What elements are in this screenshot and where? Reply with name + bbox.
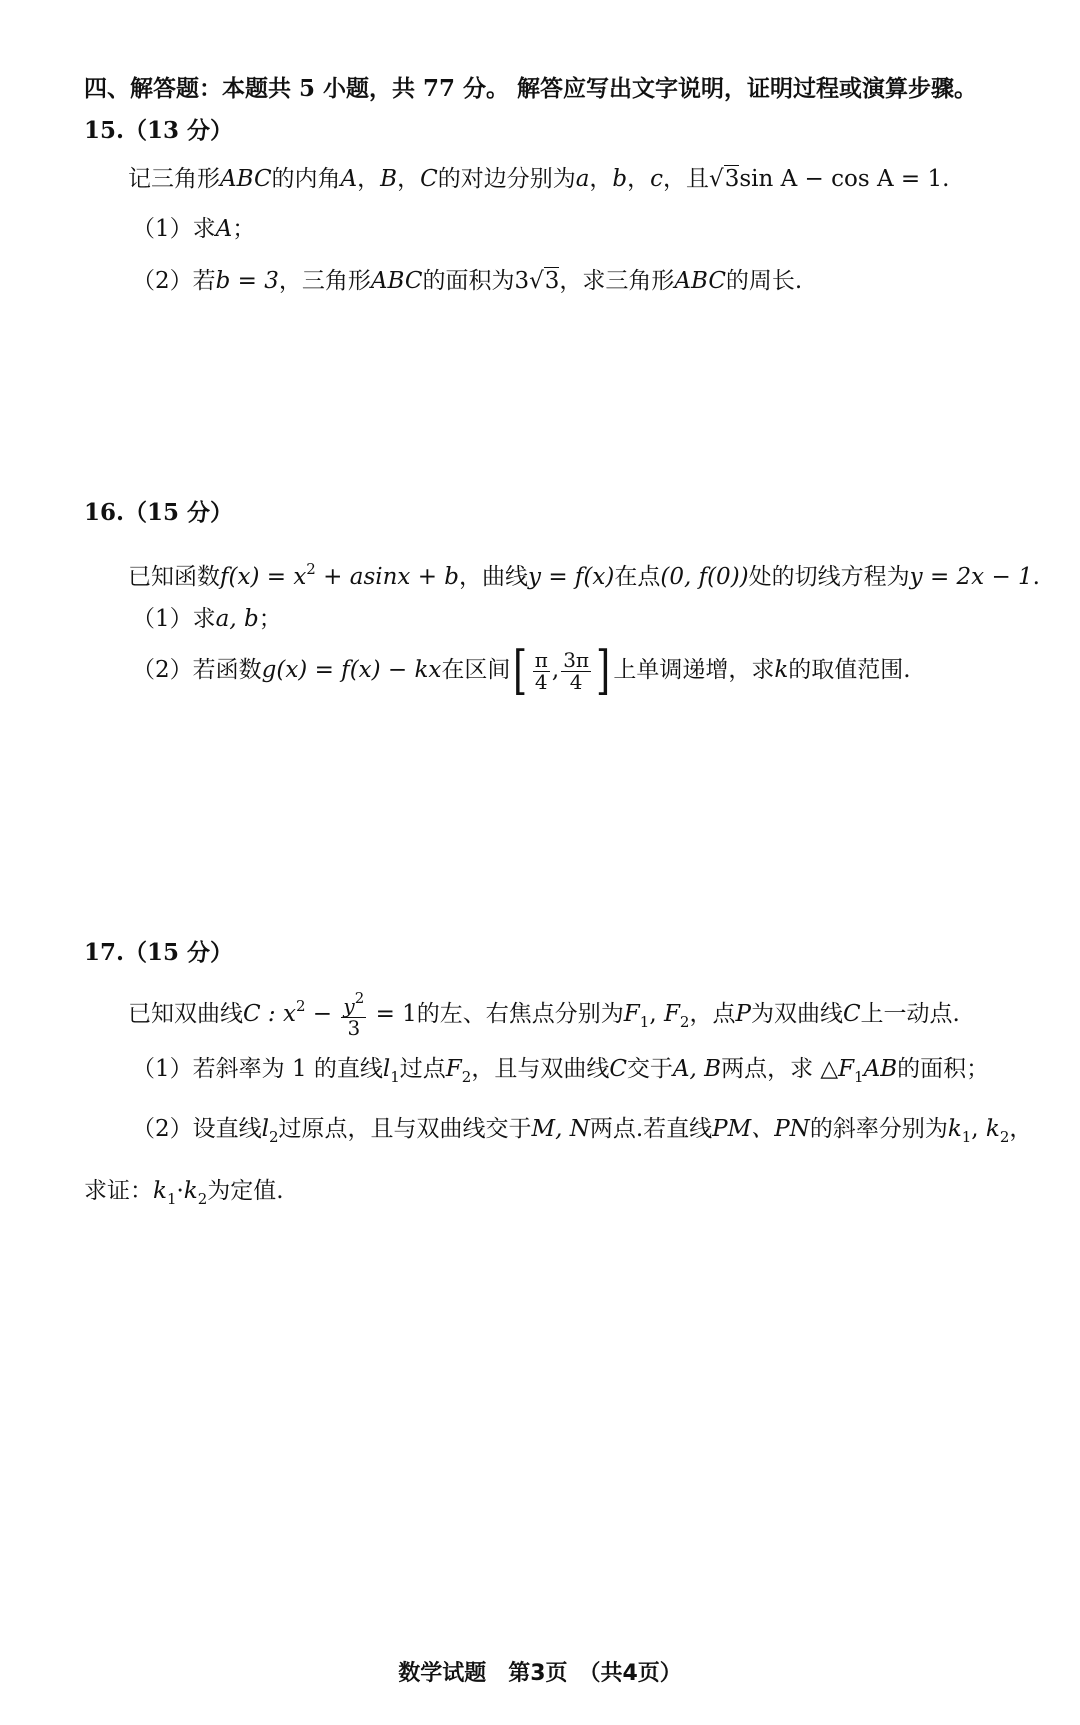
fraction-3pi-over-4: $\frac{3\pi}{4}$ — [563, 647, 590, 694]
q16-number: 16.（15 分） — [84, 499, 234, 526]
q15-part1: （1）求A； — [132, 216, 256, 242]
page-footer: 数学试题 第3页 （共4页） — [398, 1661, 682, 1686]
fraction-y2-over-3: $\frac{y^2}{3}$ — [343, 989, 365, 1040]
q17-proof: 求证：$k_1\cdot k_2$为定值. — [84, 1178, 284, 1208]
fraction-pi-over-4: $\frac{\pi}{4}$ — [534, 647, 548, 694]
q15-part2: （2）若b = 3，三角形ABC的面积为3√3，求三角形ABC的周长. — [132, 268, 803, 294]
q17-part2: （2）设直线$l_2$过原点，且与双曲线交于M, N两点.若直线PM、PN的斜率分别为$k_1$, $k_2$， — [132, 1116, 1033, 1146]
q17-stem: 已知双曲线C : $x^2$ − $\frac{y^2}{3}$ = 1的左、右焦点分别为$F_1$, $F_2$，点P为双曲线C上一动点. — [128, 989, 960, 1040]
q17-part1: （1）若斜率为 1 的直线$l_1$过点$F_2$，且与双曲线C交于A, B两点，求 $\triangle F_1AB$的面积； — [132, 1056, 990, 1086]
q16-stem: 已知函数$f(x) = x^2 + asinx + b$，曲线y = f(x)在点(0, f(0))处的切线方程为y = 2x − 1. — [128, 560, 1040, 590]
q16-part2: （2）若函数g(x) = f(x) − kx在区间[ $\frac{\pi}{4}$ , $\frac{3\pi}{4}$ ] 上单调递增，求k的取值范围. — [132, 641, 911, 701]
q15-stem: 记三角形ABC的内角A，B，C的对边分别为a，b，c，且√3sin A − cos A = 1. — [128, 166, 950, 192]
section-title: 四、解答题：本题共 5 小题，共 77 分。 解答应写出文字说明，证明过程或演算步骤。 — [84, 75, 978, 102]
q17-number: 17.（15 分） — [84, 939, 234, 966]
q15-number: 15.（13 分） — [84, 117, 234, 144]
q16-part1: （1）求a, b； — [132, 606, 282, 632]
